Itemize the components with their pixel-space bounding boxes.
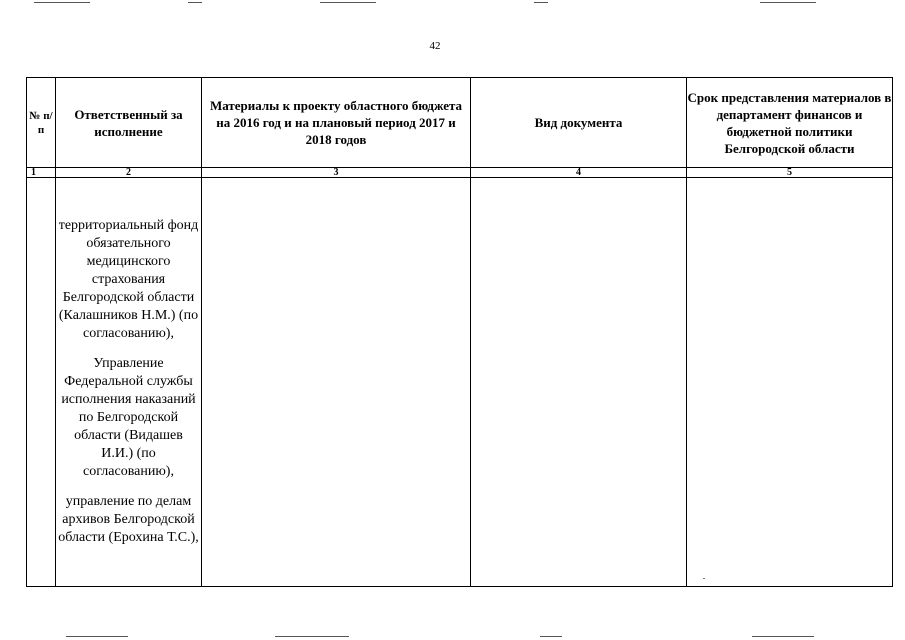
table-row — [27, 178, 893, 587]
page-number: 42 — [429, 40, 441, 52]
document-type-cell — [471, 178, 687, 587]
column-number-row — [27, 168, 893, 178]
deadline-cell — [687, 178, 893, 587]
column-number: 1 — [27, 168, 56, 178]
scan-edge-mark — [760, 2, 816, 3]
scan-edge-mark — [34, 2, 90, 3]
scan-edge-mark — [275, 636, 349, 637]
column-number: 5 — [687, 168, 893, 178]
row-number-cell — [27, 178, 56, 587]
header-document-type: Вид документа — [471, 78, 687, 168]
scan-edge-mark — [66, 636, 128, 637]
column-number: 2 — [56, 168, 202, 178]
responsible-list — [56, 217, 201, 547]
header-number: № п/п — [27, 78, 56, 168]
scan-edge-mark — [752, 636, 814, 637]
scan-edge-mark — [188, 2, 202, 3]
responsible-cell — [56, 178, 202, 587]
materials-cell — [202, 178, 471, 587]
responsible-entry: Управление Федеральной службы исполнения наказаний по Белгородской области (Видашев И.И.) (по согласованию), — [61, 356, 196, 479]
responsible-entry: территориальный фонд обязательного медицинского страхования Белгородской области (Калашников Н.М.) (по согласованию), — [58, 218, 199, 341]
header-deadline: Срок представления материалов в департамент финансов и бюджетной политики Белгородской области — [687, 78, 893, 168]
table-header-row — [27, 78, 893, 168]
scan-edge-mark — [320, 2, 376, 3]
column-number: 3 — [202, 168, 471, 178]
responsible-entry: управление по делам архивов Белгородской области (Ерохина Т.С.), — [58, 494, 199, 545]
column-number: 4 — [471, 168, 687, 178]
scan-edge-mark — [534, 2, 548, 3]
scan-speck — [703, 578, 705, 579]
header-materials: Материалы к проекту областного бюджета на 2016 год и на плановый период 2017 и 2018 годов — [202, 78, 471, 168]
materials-table — [26, 77, 893, 587]
header-responsible: Ответственный за исполнение — [56, 78, 202, 168]
scan-edge-mark — [540, 636, 562, 637]
